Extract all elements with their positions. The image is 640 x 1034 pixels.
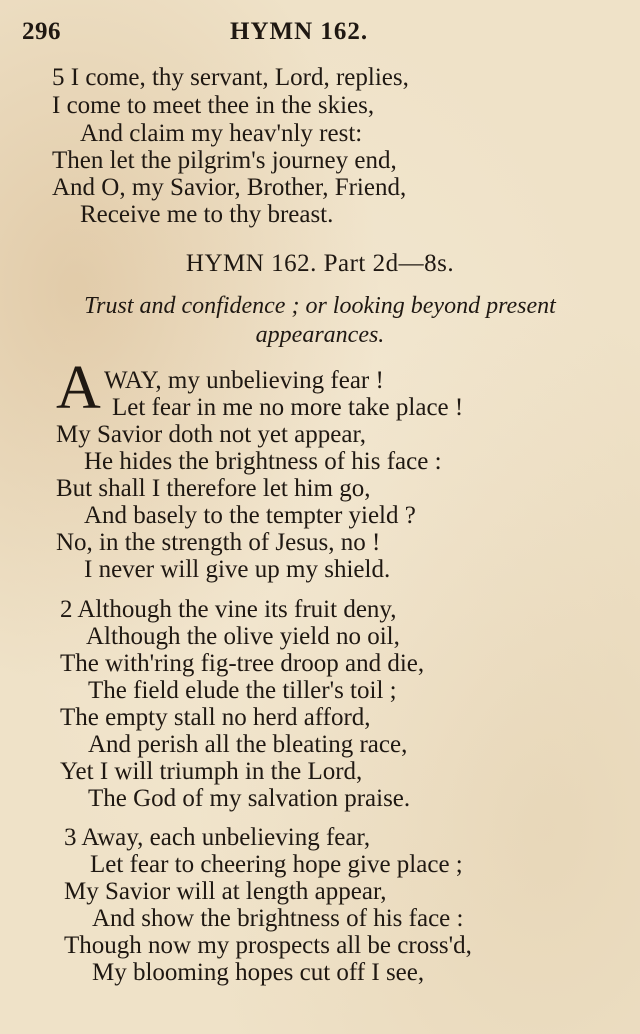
verse-line: And perish all the bleating race, xyxy=(88,731,408,758)
verse-line: And O, my Savior, Brother, Friend, xyxy=(52,174,407,201)
verse-line: I come to meet thee in the skies, xyxy=(52,92,375,119)
verse-line: I never will give up my shield. xyxy=(84,556,391,583)
verse-line: 3 Away, each unbelieving fear, xyxy=(64,824,371,851)
verse-line: 5 I come, thy servant, Lord, replies, xyxy=(52,64,409,91)
verse-line: And basely to the tempter yield ? xyxy=(84,502,416,529)
verse-line: And show the brightness of his face : xyxy=(92,905,464,932)
verse-line: Let fear in me no more take place ! xyxy=(112,394,464,421)
verse-line: And claim my heav'nly rest: xyxy=(80,120,363,147)
verse-line-first: WAY, my unbelieving fear ! xyxy=(104,367,384,394)
page-header xyxy=(22,18,618,52)
verse-line: My Savior doth not yet appear, xyxy=(56,421,367,448)
verse-line: The God of my salvation praise. xyxy=(88,785,411,812)
running-title: HYMN 162. xyxy=(230,18,369,45)
verse-line: The field elude the tiller's toil ; xyxy=(88,677,397,704)
verse-line: Then let the pilgrim's journey end, xyxy=(52,147,397,174)
verse-line: My blooming hopes cut off I see, xyxy=(92,959,425,986)
verse-line: My Savior will at length appear, xyxy=(64,878,387,905)
verse-line: Receive me to thy breast. xyxy=(80,201,334,228)
drop-cap: A xyxy=(56,354,101,422)
verse-line: The empty stall no herd afford, xyxy=(60,704,371,731)
hymn-subtitle-line1: Trust and confidence ; or looking beyond present xyxy=(84,293,556,319)
verse-line: Let fear to cheering hope give place ; xyxy=(90,851,463,878)
verse-line: 2 Although the vine its fruit deny, xyxy=(60,596,397,623)
verse-line: He hides the brightness of his face : xyxy=(84,448,442,475)
hymn-subtitle-line2: appearances. xyxy=(255,322,385,348)
verse-line: Though now my prospects all be cross'd, xyxy=(64,932,472,959)
verse-line: No, in the strength of Jesus, no ! xyxy=(56,529,381,556)
verse-line: Yet I will triumph in the Lord, xyxy=(60,758,363,785)
verse-line: The with'ring fig-tree droop and die, xyxy=(60,650,425,677)
verse-line: Although the olive yield no oil, xyxy=(86,623,400,650)
hymn-heading: HYMN 162. Part 2d—8s. xyxy=(185,250,455,277)
verse-line: But shall I therefore let him go, xyxy=(56,475,371,502)
page-number: 296 xyxy=(22,18,61,45)
